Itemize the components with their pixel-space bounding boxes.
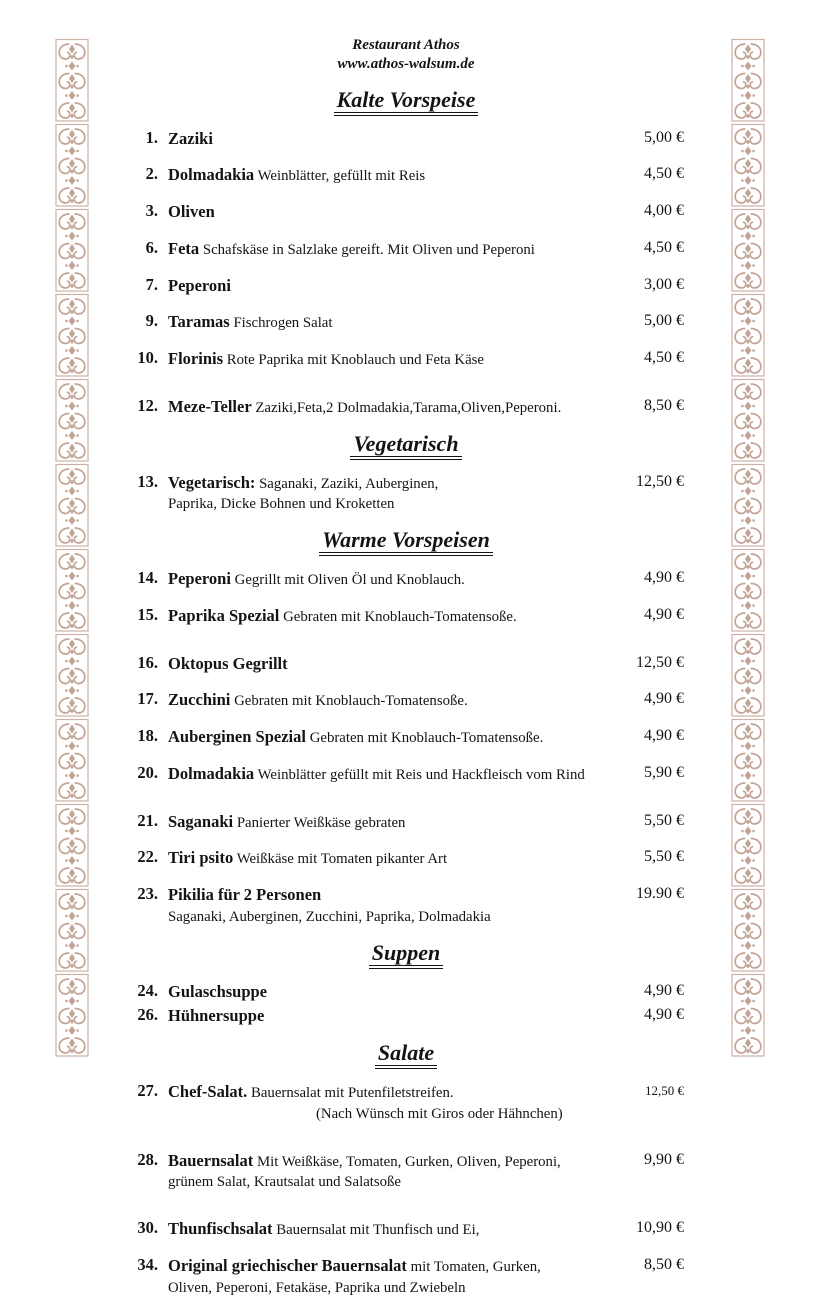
item-number: 21. — [128, 812, 158, 831]
item-name: Peperoni — [168, 569, 231, 588]
item-price: 4,90 € — [610, 1006, 684, 1024]
item-description: mit Tomaten, Gurken, — [411, 1259, 541, 1275]
menu-item-row — [128, 1219, 684, 1240]
menu-page — [128, 36, 684, 1297]
item-name: Oliven — [168, 202, 215, 221]
item-number: 28. — [128, 1151, 158, 1170]
item-description: Gebraten mit Knoblauch-Tomatensoße. — [283, 609, 517, 625]
item-text — [158, 727, 610, 748]
item-description: Zaziki,Feta,2 Dolmadakia,Tarama,Oliven,Peperoni. — [255, 400, 561, 416]
item-description: Gegrillt mit Oliven Öl und Knoblauch. — [235, 572, 465, 588]
masthead — [128, 36, 684, 74]
item-text — [158, 606, 610, 627]
item-number: 7. — [128, 276, 158, 295]
item-name: Thunfischsalat — [168, 1219, 273, 1238]
item-number: 30. — [128, 1219, 158, 1238]
item-number: 2. — [128, 165, 158, 184]
menu-item-row — [128, 690, 684, 711]
menu-item-row — [128, 312, 684, 333]
item-price: 4,90 € — [610, 690, 684, 708]
restaurant-url: www.athos-walsum.de — [128, 55, 684, 74]
item-number: 17. — [128, 690, 158, 709]
item-name: Vegetarisch: — [168, 473, 255, 492]
item-price: 4,90 € — [610, 982, 684, 1000]
item-number: 16. — [128, 654, 158, 673]
section-title — [128, 87, 684, 113]
item-description: Weinblätter gefüllt mit Reis und Hackfleisch vom Rind — [258, 767, 585, 783]
menu-item-row — [128, 349, 684, 370]
item-name: Tiri psito — [168, 848, 233, 867]
item-name: Original griechischer Bauernsalat — [168, 1256, 407, 1275]
item-text — [158, 202, 610, 223]
section-title — [128, 431, 684, 457]
menu-item-row — [128, 1256, 684, 1297]
menu-item-row — [128, 129, 684, 150]
item-description: Weißkäse mit Tomaten pikanter Art — [237, 851, 447, 867]
menu-item-row — [128, 202, 684, 223]
menu-item-row — [128, 885, 684, 927]
item-price: 8,50 € — [610, 1256, 684, 1274]
section-title — [128, 1040, 684, 1066]
item-name: Bauernsalat — [168, 1151, 253, 1170]
item-text — [158, 1256, 610, 1297]
item-number: 27. — [128, 1082, 158, 1101]
item-price: 12,50 € — [610, 473, 684, 491]
menu-item-row — [128, 1151, 684, 1193]
item-description: Fischrogen Salat — [233, 315, 332, 331]
section-title-text: Kalte Vorspeise — [334, 87, 479, 116]
item-number: 6. — [128, 239, 158, 258]
item-name: Dolmadakia — [168, 165, 254, 184]
section-title-text: Salate — [375, 1040, 437, 1069]
menu-sections — [128, 87, 684, 1297]
menu-item-row — [128, 606, 684, 627]
item-number: 9. — [128, 312, 158, 331]
item-text — [158, 569, 610, 590]
item-price: 5,50 € — [610, 812, 684, 830]
item-name: Auberginen Spezial — [168, 727, 306, 746]
item-description-line2: Oliven, Peperoni, Fetakäse, Paprika und Zwiebeln — [168, 1280, 610, 1297]
item-price: 9,90 € — [610, 1151, 684, 1169]
item-price: 12,50 € — [610, 654, 684, 672]
item-name: Meze-Teller — [168, 397, 252, 416]
item-name: Peperoni — [168, 276, 231, 295]
item-name: Feta — [168, 239, 199, 258]
item-number: 18. — [128, 727, 158, 746]
item-name: Oktopus Gegrillt — [168, 654, 288, 673]
item-number: 14. — [128, 569, 158, 588]
menu-item-row — [128, 397, 684, 418]
item-text — [158, 848, 610, 869]
item-description: Schafskäse in Salzlake gereift. Mit Oliven und Peperoni — [203, 242, 535, 258]
item-text — [158, 654, 610, 675]
item-text — [158, 312, 610, 333]
item-text — [158, 1219, 610, 1240]
item-text — [158, 982, 610, 1003]
item-number: 1. — [128, 129, 158, 148]
item-description: Gebraten mit Knoblauch-Tomatensoße. — [310, 730, 544, 746]
item-number: 24. — [128, 982, 158, 1001]
item-text — [158, 1151, 610, 1193]
menu-item-row — [128, 982, 684, 1003]
item-description-line2: Saganaki, Auberginen, Zucchini, Paprika, Dolmadakia — [168, 909, 610, 927]
section-title — [128, 527, 684, 553]
item-name: Zucchini — [168, 690, 230, 709]
item-description: Bauernsalat mit Thunfisch und Ei, — [276, 1222, 479, 1238]
item-price: 4,90 € — [610, 569, 684, 587]
item-price: 4,50 € — [610, 165, 684, 183]
item-text — [158, 764, 610, 785]
item-description-line2: grünem Salat, Krautsalat und Salatsoße — [168, 1174, 610, 1192]
section-title-text: Vegetarisch — [350, 431, 461, 460]
item-name: Saganaki — [168, 812, 233, 831]
restaurant-title: Restaurant Athos — [128, 36, 684, 55]
item-name: Taramas — [168, 312, 230, 331]
menu-item-row — [128, 276, 684, 297]
item-name: Gulaschsuppe — [168, 982, 267, 1001]
menu-item-row — [128, 812, 684, 833]
item-price: 5,00 € — [610, 312, 684, 330]
item-name: Zaziki — [168, 129, 213, 148]
menu-item-row — [128, 654, 684, 675]
item-price: 4,50 € — [610, 239, 684, 257]
item-name: Florinis — [168, 349, 223, 368]
menu-item-row — [128, 569, 684, 590]
item-description: Bauernsalat mit Putenfiletstreifen. — [251, 1085, 454, 1101]
item-description: Gebraten mit Knoblauch-Tomatensoße. — [234, 693, 468, 709]
item-number: 23. — [128, 885, 158, 904]
item-description: Rote Paprika mit Knoblauch und Feta Käse — [227, 352, 484, 368]
item-name: Chef-Salat. — [168, 1082, 247, 1101]
item-text — [158, 349, 610, 370]
item-description: Panierter Weißkäse gebraten — [237, 815, 406, 831]
menu-item-row — [128, 1006, 684, 1027]
menu-item-row — [128, 727, 684, 748]
item-number: 13. — [128, 473, 158, 492]
item-text — [158, 239, 610, 260]
menu-item-row — [128, 165, 684, 186]
item-description-line2: Paprika, Dicke Bohnen und Kroketten — [168, 496, 610, 514]
section-title — [128, 940, 684, 966]
item-name: Dolmadakia — [168, 764, 254, 783]
item-price: 5,50 € — [610, 848, 684, 866]
menu-item-row — [128, 848, 684, 869]
item-text — [158, 885, 610, 927]
item-text — [158, 276, 610, 297]
item-number: 34. — [128, 1256, 158, 1275]
item-description: Weinblätter, gefüllt mit Reis — [258, 168, 426, 184]
item-number: 20. — [128, 764, 158, 783]
item-price: 5,00 € — [610, 129, 684, 147]
section-title-text: Warme Vorspeisen — [319, 527, 493, 556]
item-price: 12,50 € — [610, 1082, 684, 1099]
item-name: Paprika Spezial — [168, 606, 279, 625]
item-price: 4,50 € — [610, 349, 684, 367]
ornament-border-left — [53, 38, 91, 1058]
item-number: 10. — [128, 349, 158, 368]
item-price: 8,50 € — [610, 397, 684, 415]
menu-item-row — [128, 1082, 684, 1124]
item-text — [158, 1006, 610, 1027]
item-name: Hühnersuppe — [168, 1006, 264, 1025]
menu-item-row — [128, 473, 684, 515]
item-price: 4,90 € — [610, 727, 684, 745]
ornament-border-right — [729, 38, 767, 1058]
item-number: 22. — [128, 848, 158, 867]
item-description: Mit Weißkäse, Tomaten, Gurken, Oliven, Peperoni, — [257, 1154, 561, 1170]
item-number: 12. — [128, 397, 158, 416]
item-name: Pikilia für 2 Personen — [168, 885, 321, 904]
item-text — [158, 812, 610, 833]
item-price: 10,90 € — [610, 1219, 684, 1237]
item-number: 15. — [128, 606, 158, 625]
item-price: 5,90 € — [610, 764, 684, 782]
item-price: 4,90 € — [610, 606, 684, 624]
section-title-text: Suppen — [369, 940, 443, 969]
item-price: 4,00 € — [610, 202, 684, 220]
item-number: 26. — [128, 1006, 158, 1025]
item-text — [158, 397, 610, 418]
item-number: 3. — [128, 202, 158, 221]
menu-item-row — [128, 764, 684, 785]
item-text — [158, 1082, 610, 1124]
item-price: 19.90 € — [610, 885, 684, 903]
item-price: 3,00 € — [610, 276, 684, 294]
item-text — [158, 129, 610, 150]
item-text — [158, 165, 610, 186]
item-text — [158, 690, 610, 711]
item-description: Saganaki, Zaziki, Auberginen, — [259, 476, 438, 492]
item-text — [158, 473, 610, 515]
menu-item-row — [128, 239, 684, 260]
item-description-line2: (Nach Wünsch mit Giros oder Hähnchen) — [316, 1106, 610, 1124]
